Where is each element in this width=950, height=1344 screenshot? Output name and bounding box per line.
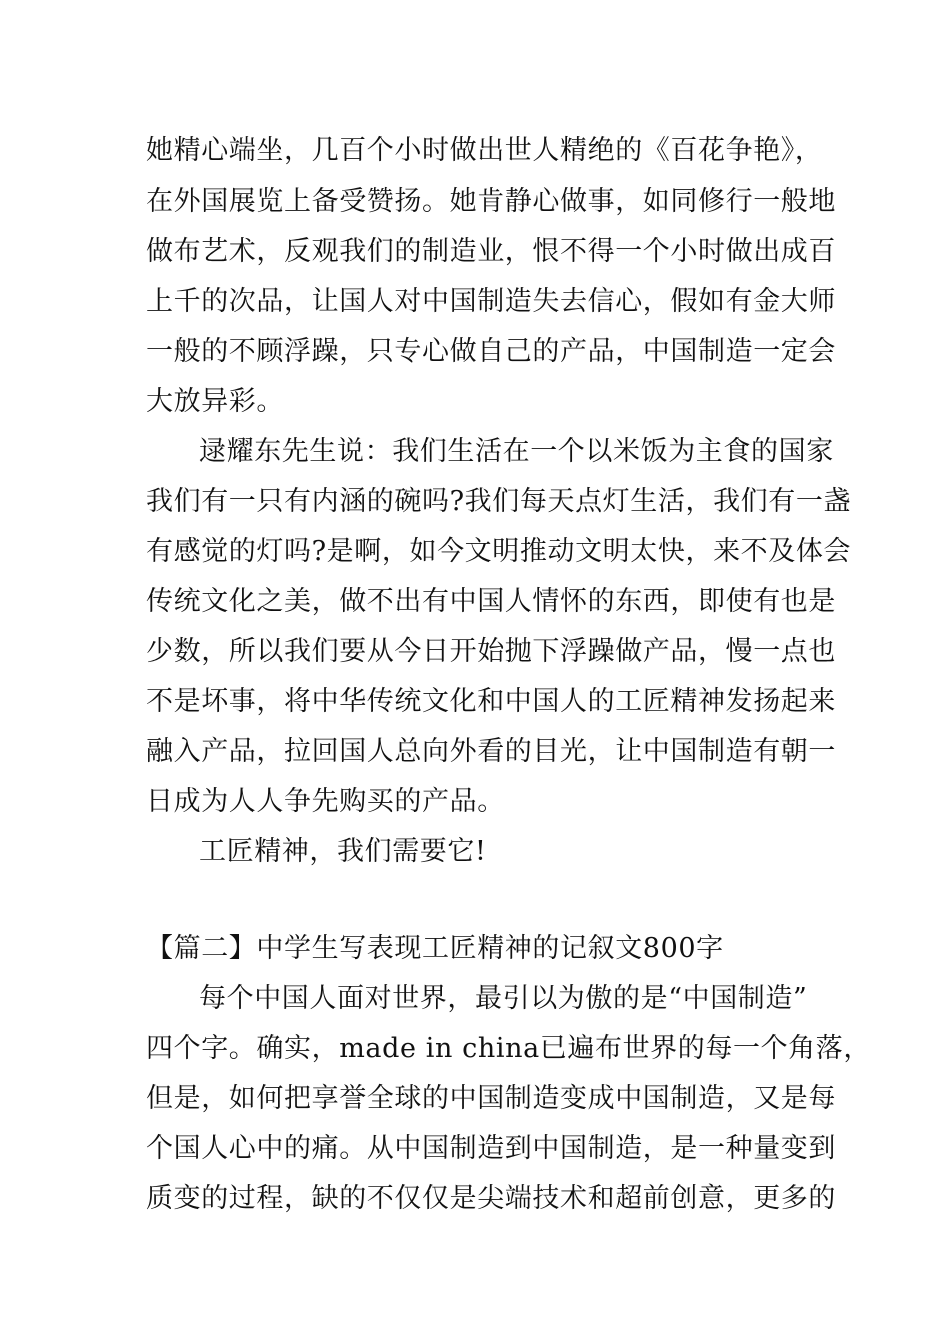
paragraph-line: 日成为人人争先购买的产品。 (146, 786, 505, 817)
paragraph-line: 做布艺术，反观我们的制造业，恨不得一个小时做出成百 (146, 236, 836, 267)
paragraph-line: 上千的次品，让国人对中国制造失去信心，假如有金大师 (146, 286, 836, 317)
paragraph-line: 不是坏事，将中华传统文化和中国人的工匠精神发扬起来 (146, 686, 836, 717)
paragraph-line: 但是，如何把享誉全球的中国制造变成中国制造，又是每 (146, 1083, 836, 1114)
paragraph-line: 传统文化之美，做不出有中国人情怀的东西，即使有也是 (146, 586, 836, 617)
paragraph-line: 一般的不顾浮躁，只专心做自己的产品，中国制造一定会 (146, 336, 836, 367)
paragraph-line: 少数，所以我们要从今日开始抛下浮躁做产品，慢一点也 (146, 636, 836, 667)
paragraph-line: 质变的过程，缺的不仅仅是尖端技术和超前创意，更多的 (146, 1183, 836, 1214)
paragraph-line: 每个中国人面对世界，最引以为傲的是“中国制造” (199, 983, 808, 1014)
paragraph-line: 四个字。确实，made in china已遍布世界的每一个角落， (146, 1033, 871, 1064)
section-heading: 【篇二】中学生写表现工匠精神的记叙文800字 (146, 933, 724, 964)
paragraph-line: 逯耀东先生说：我们生活在一个以米饭为主食的国家 (199, 436, 834, 467)
paragraph-line: 大放异彩。 (146, 386, 284, 417)
paragraph-line: 在外国展览上备受赞扬。她肯静心做事，如同修行一般地 (146, 186, 836, 217)
paragraph-line: 我们有一只有内涵的碗吗?我们每天点灯生活，我们有一盏 (146, 486, 852, 517)
paragraph-line: 有感觉的灯吗?是啊，如今文明推动文明太快，来不及体会 (146, 536, 852, 567)
paragraph-line: 她精心端坐，几百个小时做出世人精绝的《百花争艳》， (146, 135, 823, 166)
paragraph-line: 工匠精神，我们需要它! (199, 836, 487, 867)
paragraph-line: 融入产品，拉回国人总向外看的目光，让中国制造有朝一 (146, 736, 836, 767)
paragraph-line: 个国人心中的痛。从中国制造到中国制造，是一种量变到 (146, 1133, 836, 1164)
